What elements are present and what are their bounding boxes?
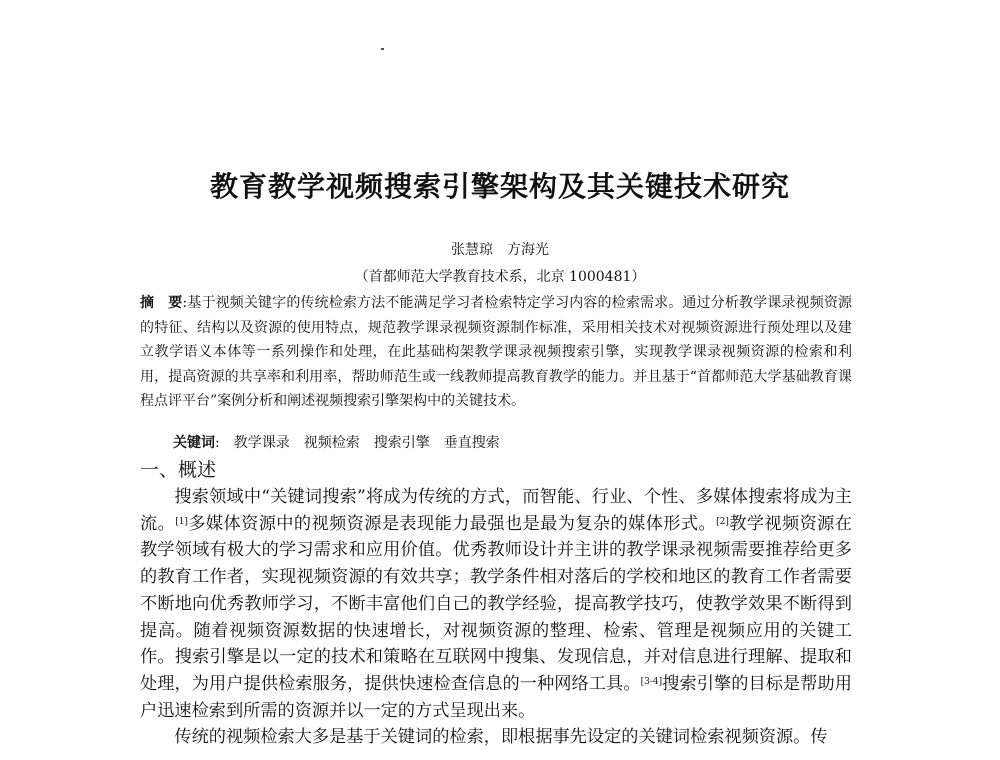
section-heading: 一、概述 bbox=[140, 459, 217, 481]
scan-speck bbox=[381, 48, 384, 50]
citation: [1] bbox=[175, 516, 188, 527]
affiliation: （首都师范大学教育技术系，北京 1000481） bbox=[354, 269, 646, 285]
paragraph: 传统的视频检索大多是基于关键词的检索，即根据事先设定的关键词检索视频资源。传 bbox=[174, 727, 828, 748]
authors: 张慧琼 方海光 bbox=[451, 242, 549, 258]
keywords-label: 关键词 bbox=[173, 435, 215, 451]
text-run: 搜索领域中“关键词搜索”将成为传统的方式，而智能、行业、个性、多媒体搜索将成为主流。 bbox=[140, 487, 852, 534]
citation: [3-4] bbox=[640, 676, 663, 687]
abstract bbox=[140, 291, 852, 414]
text-run: 多媒体资源中的视频资源是表现能力最强也是最为复杂的媒体形式。 bbox=[187, 513, 717, 534]
abstract-colon: : bbox=[182, 295, 188, 311]
text-run: 搜索引擎的目标是帮助用户迅速检索到所需的资源并以一定的方式呈现出来。 bbox=[140, 673, 852, 721]
abstract-label: 摘 要 bbox=[140, 295, 183, 311]
citation: [2] bbox=[716, 516, 729, 527]
keywords-colon: : bbox=[215, 435, 234, 451]
abstract-text: 基于视频关键字的传统检索方法不能满足学习者检索特定学习内容的检索需求。通过分析教学课录视频资源的特征、结构以及资源的使用特点，规范教学课录视频资源制作标准，采用相关技术对视频资源进行预处理以及建立教学语义本体等一系列操作和处理，在此基础构架教学课录视频搜索引擎，实现教学课录视频资源的检索和利用，提高资源的共享率和利用率，帮助师范生或一线教师提高教育教学的能力。并且基于“首都师范大学基础教育课程点评平台”案例分析和阐述视频搜索引擎架构中的关键技术。 bbox=[140, 295, 852, 410]
paper-title: 教育教学视频搜索引擎架构及其关键技术研究 bbox=[209, 170, 790, 203]
body-text bbox=[140, 484, 852, 751]
paragraph bbox=[140, 484, 852, 724]
text-run: 教学视频资源在教学领域有极大的学习需求和应用价值。优秀教师设计并主讲的教学课录视频需要推荐给更多的教育工作者，实现视频资源的有效共享；教学条件相对落后的学校和地区的教育工作者需要不断地向优秀教师学习，不断丰富他们自己的教学经验，提高教学技巧，使教学效果不断得到提高。随着视频资源数据的快速增长，对视频资源的整理、检索、管理是视频应用的关键工作。搜索引擎是以一定的技术和策略在互联网中搜集、发现信息，并对信息进行理解、提取和处理，为用户提供检索服务，提供快速检查信息的一种网络工具。 bbox=[140, 513, 852, 694]
keywords bbox=[173, 432, 500, 452]
keywords-text: 教学课录 视频检索 搜索引擎 垂直搜索 bbox=[233, 435, 500, 451]
